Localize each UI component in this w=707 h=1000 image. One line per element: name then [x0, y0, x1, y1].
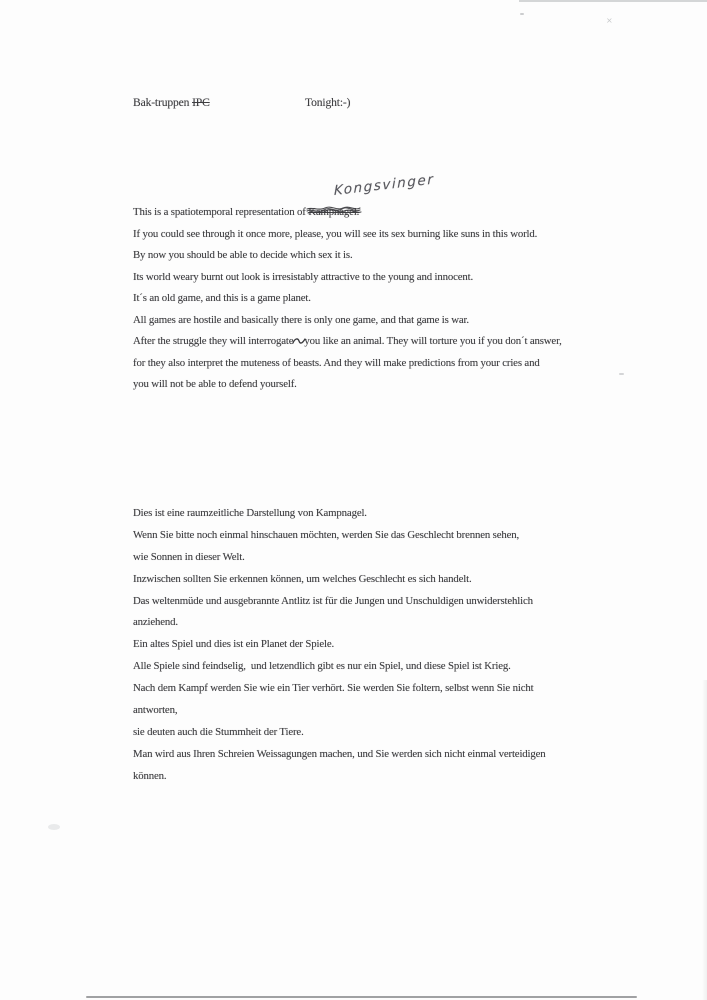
text-line: Dies ist eine raumzeitliche Darstellung von Kampnagel.: [133, 507, 367, 519]
text-line: By now you should be able to decide which sex it is.: [133, 249, 353, 261]
text-line: If you could see through it once more, please, you will see its sex burning like suns in this world.: [133, 227, 538, 240]
text-line: [133, 202, 653, 224]
text-line: Man wird aus Ihren Schreien Weissagungen machen, und Sie werden sich nicht einmal verteidigen: [133, 747, 546, 760]
page-edge-shade: [702, 680, 707, 1000]
text-line: sie deuten auch die Stummheit der Tiere.: [133, 725, 304, 738]
struck-kampnagel-text: Kampnagel.: [308, 206, 360, 218]
line7-part2: you like an animal. They will torture you if you don´t answer,: [304, 335, 562, 347]
struck-ipc-text: IPC: [192, 96, 210, 109]
scan-artifact-top-edge: [519, 0, 707, 2]
scribbled-out-word: [308, 202, 359, 224]
scan-artifact-speck: ×: [606, 16, 613, 25]
english-paragraph: [133, 202, 653, 396]
line7-part1: After the struggle they will interrogate: [133, 335, 294, 347]
text-line: wie Sonnen in dieser Welt.: [133, 550, 245, 563]
text-line: It´s an old game, and this is a game planet.: [133, 292, 311, 304]
scan-artifact-smudge: [48, 824, 60, 830]
text-line: for they also interpret the muteness of beasts. And they will make predictions from your cries and: [133, 356, 540, 369]
text-line: Nach dem Kampf werden Sie wie ein Tier verhört. Sie werden Sie foltern, selbst wenn Sie nicht: [133, 682, 534, 695]
text-line: Das weltenmüde und ausgebrannte Antlitz ist für die Jungen und Unschuldigen unwiderstehlich: [133, 594, 533, 607]
line1-prefix: This is a spatiotemporal representation of: [133, 206, 309, 218]
text-line: können.: [133, 769, 167, 782]
group-name-text: Bak-truppen: [133, 96, 193, 109]
tonight-note: Tonight:-): [305, 96, 351, 109]
text-line: Its world weary burnt out look is irresistably attractive to the young and innocent.: [133, 270, 474, 283]
header-line: [133, 96, 210, 109]
text-line: Wenn Sie bitte noch einmal hinschauen möchten, werden Sie das Geschlecht brennen sehen,: [133, 528, 520, 541]
text-line: [133, 331, 653, 353]
text-line: you will not be able to defend yourself.: [133, 378, 297, 390]
text-line: antworten,: [133, 704, 178, 717]
text-line: Inzwischen sollten Sie erkennen können, um welches Geschlecht es sich handelt.: [133, 572, 472, 585]
page-edge-shadow: [86, 996, 637, 998]
text-line: All games are hostile and basically there is only one game, and that game is war.: [133, 313, 469, 326]
handwritten-word-pencil: Kongsvinger: [333, 171, 435, 199]
german-paragraph: [133, 503, 653, 788]
text-line: anziehend.: [133, 616, 178, 629]
text-line: Ein altes Spiel und dies ist ein Planet der Spiele.: [133, 638, 335, 651]
scan-artifact-speck: [520, 13, 524, 15]
text-line: Alle Spiele sind feindselig, und letzendlich gibt es nur ein Spiel, und diese Spiel ist Krieg.: [133, 660, 511, 673]
